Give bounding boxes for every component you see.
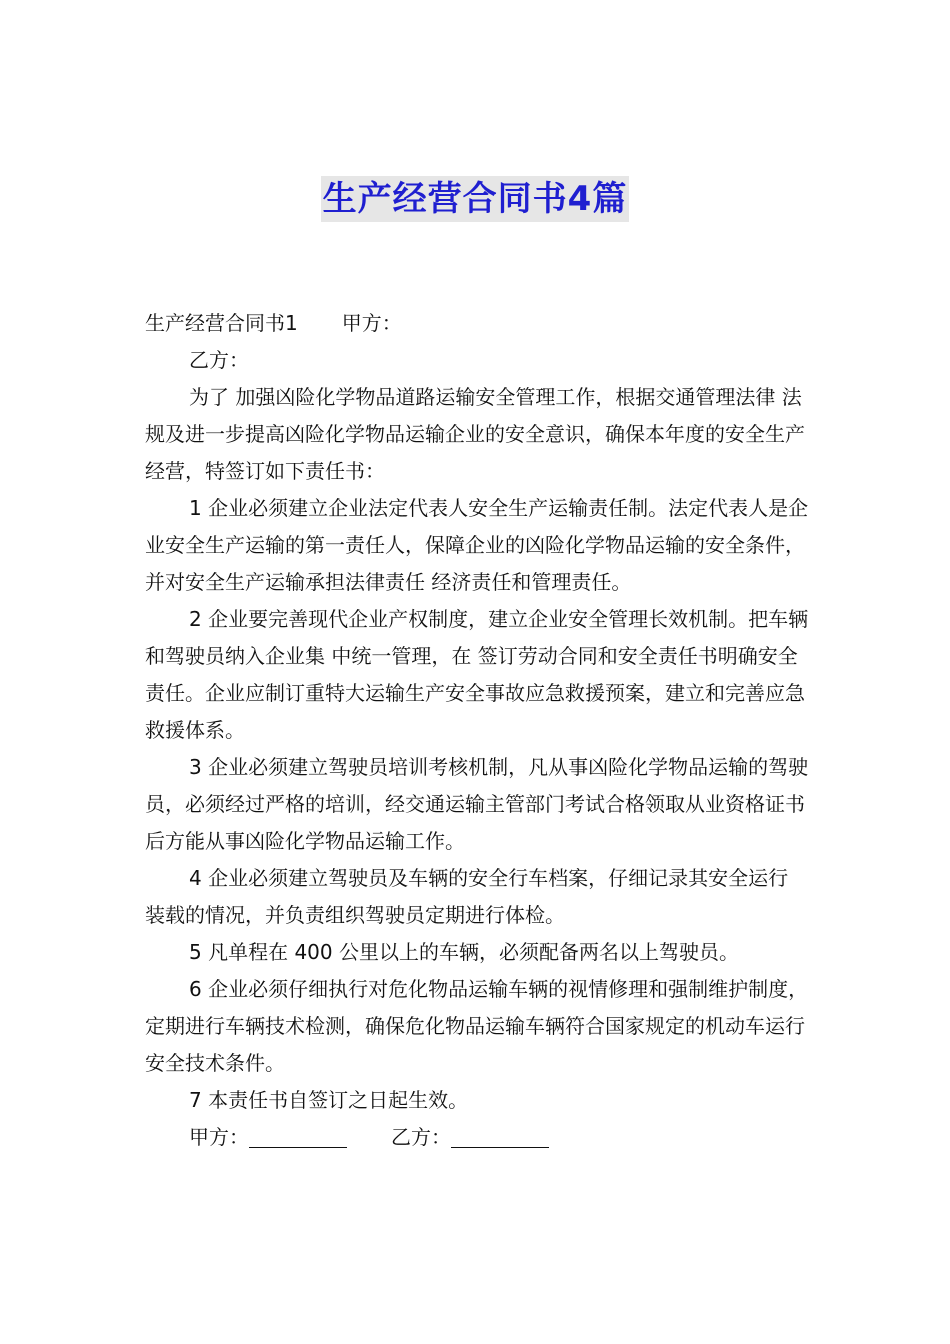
paragraph-clause-2: 2 企业要完善现代企业产权制度，建立企业安全管理长效机制。把车辆和驾驶员纳入企业集 中统一管理，在 签订劳动合同和安全责任书明确安全责任。企业应制订重特大运输生产安全事故应急救援预案，建立和完善应急救援体系。 [145,607,809,742]
contract-heading: 生产经营合同书1 [145,311,298,335]
document-body [145,305,809,1156]
sign-party-b-blank[interactable] [451,1125,549,1148]
paragraph-clause-1: 1 企业必须建立企业法定代表人安全生产运输责任制。法定代表人是企业安全生产运输的第一责任人，保障企业的凶险化学物品运输的安全条件，并对安全生产运输承担法律责任 经济责任和管理责任。 [145,496,809,594]
title-container [0,176,950,222]
paragraph-clause-4: 4 企业必须建立驾驶员及车辆的安全行车档案，仔细记录其安全运行 装载的情况，并负责组织驾驶员定期进行体检。 [145,866,789,927]
document-title: 生产经营合同书4篇 [321,176,630,222]
party-b-label: 乙方： [189,348,249,372]
paragraph-clause-7: 7 本责任书自签订之日起生效。 [189,1088,469,1112]
paragraph-intro: 为了 加强凶险化学物品道路运输安全管理工作，根据交通管理法律 法规及进一步提高凶险化学物品运输企业的安全意识，确保本年度的安全生产经营，特签订如下责任书： [145,385,805,483]
sign-party-a-blank[interactable] [249,1125,347,1148]
paragraph-clause-6: 6 企业必须仔细执行对危化物品运输车辆的视情修理和强制维护制度，定期进行车辆技术检测，确保危化物品运输车辆符合国家规定的机动车运行安全技术条件。 [145,977,809,1075]
paragraph-clause-5: 5 凡单程在 400 公里以上的车辆，必须配备两名以上驾驶员。 [189,940,739,964]
party-a-label: 甲方： [341,311,402,335]
paragraph-clause-3: 3 企业必须建立驾驶员培训考核机制，凡从事凶险化学物品运输的驾驶员，必须经过严格的培训，经交通运输主管部门考试合格领取从业资格证书后方能从事凶险化学物品运输工作。 [145,755,809,853]
heading-line [145,305,809,342]
party-b-line [145,342,809,379]
signature-line [145,1119,809,1156]
sign-party-a-label: 甲方： [189,1125,249,1149]
sign-party-b-label: 乙方： [391,1125,451,1149]
